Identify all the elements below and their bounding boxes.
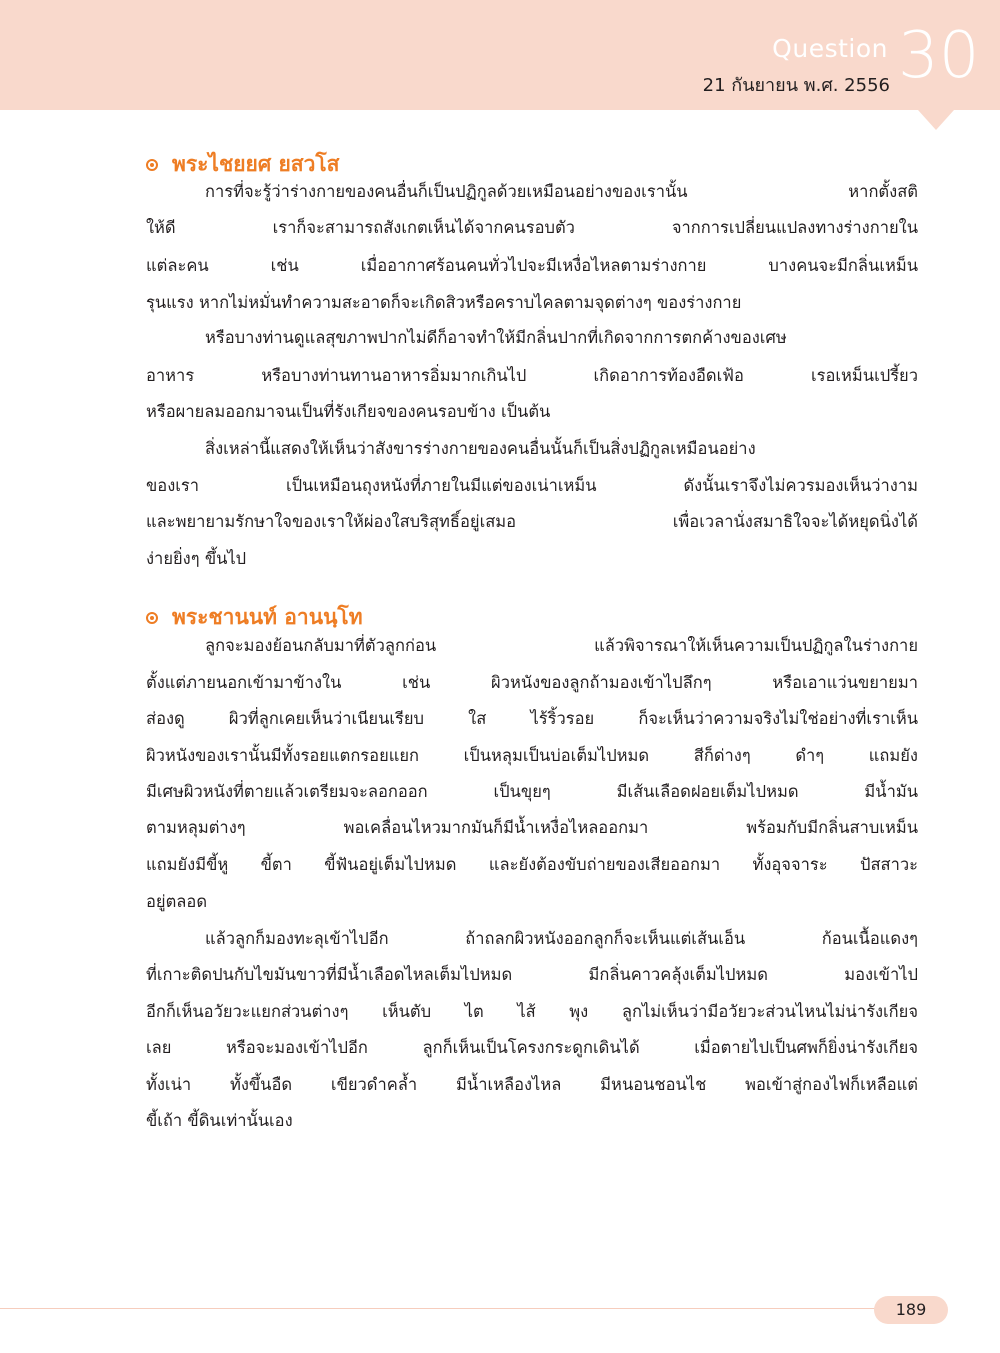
page-number: 189 <box>874 1296 948 1324</box>
section-title-text: พระไชยยศ ยสวโส <box>172 152 340 176</box>
paragraph-line: ของเรา เป็นเหมือนถุงหนังที่ภายในมีแต่ของเน่าเหม็น ดังนั้นเราจึงไม่ควรมองเห็นว่างาม <box>146 476 918 495</box>
question-date: 21 กันยายน พ.ศ. 2556 <box>702 75 890 96</box>
paragraph-line: ลูกจะมองย้อนกลับมาที่ตัวลูกก่อน แล้วพิจารณาให้เห็นความเป็นปฏิกูลในร่างกาย <box>205 636 918 655</box>
footer-rule <box>0 1308 876 1309</box>
paragraph-line: อยู่ตลอด <box>146 892 208 911</box>
paragraph-line: อาหาร หรือบางท่านทานอาหารอิ่มมากเกินไป เกิดอาการท้องอืดเฟ้อ เรอเหม็นเปรี้ยว <box>146 366 918 385</box>
paragraph-line: แต่ละคน เช่น เมื่ออากาศร้อนคนทั่วไปจะมีเหงื่อไหลตามร่างกาย บางคนจะมีกลิ่นเหม็น <box>146 256 918 275</box>
paragraph-line: หรือบางท่านดูแลสุขภาพปากไม่ดีก็อาจทำให้มีกลิ่นปากที่เกิดจากการตกค้างของเศษ <box>205 328 787 347</box>
section-title <box>146 148 339 181</box>
paragraph-line: ตามหลุมต่างๆ พอเคลื่อนไหวมากมันก็มีน้ำเหงื่อไหลออกมา พร้อมกับมีกลิ่นสาบเหม็น <box>146 818 918 837</box>
paragraph-line: ตั้งแต่ภายนอกเข้ามาข้างใน เช่น ผิวหนังของลูกถ้ามองเข้าไปลึกๆ หรือเอาแว่นขยายมา <box>146 673 918 692</box>
paragraph-line: การที่จะรู้ว่าร่างกายของคนอื่นก็เป็นปฏิกูลด้วยเหมือนอย่างของเรานั้น หากตั้งสติ <box>205 182 918 201</box>
paragraph-line: แถมยังมีขี้หู ขี้ตา ขี้ฟันอยู่เต็มไปหมด และยังต้องขับถ่ายของเสียออกมา ทั้งอุจจาระ ปัสสาวะ <box>146 855 918 874</box>
question-number: 30 <box>898 19 980 93</box>
paragraph-line: ให้ดี เราก็จะสามารถสังเกตเห็นได้จากคนรอบตัว จากการเปลี่ยนแปลงทางร่างกายใน <box>146 218 918 237</box>
paragraph-line: ส่องดู ผิวที่ลูกเคยเห็นว่าเนียนเรียบ ใส ไร้ริ้วรอย ก็จะเห็นว่าความจริงไม่ใช่อย่างที่เราเห็น <box>146 709 918 728</box>
bullet-icon <box>146 612 158 624</box>
paragraph-line: เลย หรือจะมองเข้าไปอีก ลูกก็เห็นเป็นโครงกระดูกเดินได้ เมื่อตายไปเป็นศพก็ยิ่งน่ารังเกียจ <box>146 1038 918 1057</box>
paragraph-line: มีเศษผิวหนังที่ตายแล้วเตรียมจะลอกออก เป็นขุยๆ มีเส้นเลือดฝอยเต็มไปหมด มีน้ำมัน <box>146 782 918 801</box>
bullet-icon <box>146 159 158 171</box>
question-label: Question <box>772 34 888 63</box>
paragraph-line: ง่ายยิ่งๆ ขึ้นไป <box>146 549 247 568</box>
paragraph-line: และพยายามรักษาใจของเราให้ผ่องใสบริสุทธิ์อยู่เสมอ เพื่อเวลานั่งสมาธิใจจะได้หยุดนิ่งได้ <box>146 512 918 531</box>
paragraph-line: แล้วลูกก็มองทะลุเข้าไปอีก ถ้าถลกผิวหนังออกลูกก็จะเห็นแต่เส้นเอ็น ก้อนเนื้อแดงๆ <box>205 929 918 948</box>
section-title-text: พระชานนท์ อานนฺโท <box>172 605 363 629</box>
section-title <box>146 601 363 634</box>
paragraph-line: ขี้เถ้า ขี้ดินเท่านั้นเอง <box>146 1111 293 1130</box>
paragraph-line: สิ่งเหล่านี้แสดงให้เห็นว่าสังขารร่างกายของคนอื่นนั้นก็เป็นสิ่งปฏิกูลเหมือนอย่าง <box>205 439 756 458</box>
paragraph-line: อีกก็เห็นอวัยวะแยกส่วนต่างๆ เห็นตับ ไต ไส้ พุง ลูกไม่เห็นว่ามีอวัยวะส่วนไหนไม่น่ารังเกียจ <box>146 1002 918 1021</box>
paragraph-line: รุนแรง หากไม่หมั่นทำความสะอาดก็จะเกิดสิวหรือคราบไคลตามจุดต่างๆ ของร่างกาย <box>146 293 742 312</box>
paragraph-line: ผิวหนังของเรานั้นมีทั้งรอยแตกรอยแยก เป็นหลุมเป็นบ่อเต็มไปหมด สีก็ด่างๆ ดำๆ แถมยัง <box>146 746 918 765</box>
paragraph-line: ทั้งเน่า ทั้งขึ้นอืด เขียวดำคล้ำ มีน้ำเหลืองไหล มีหนอนชอนไช พอเข้าสู่กองไฟก็เหลือแต่ <box>146 1075 918 1094</box>
paragraph-line: หรือผายลมออกมาจนเป็นที่รังเกียจของคนรอบข้าง เป็นต้น <box>146 402 551 421</box>
header-notch <box>918 110 954 130</box>
paragraph-line: ที่เกาะติดปนกับไขมันขาวที่มีน้ำเลือดไหลเต็มไปหมด มีกลิ่นคาวคลุ้งเต็มไปหมด มองเข้าไป <box>146 965 918 984</box>
